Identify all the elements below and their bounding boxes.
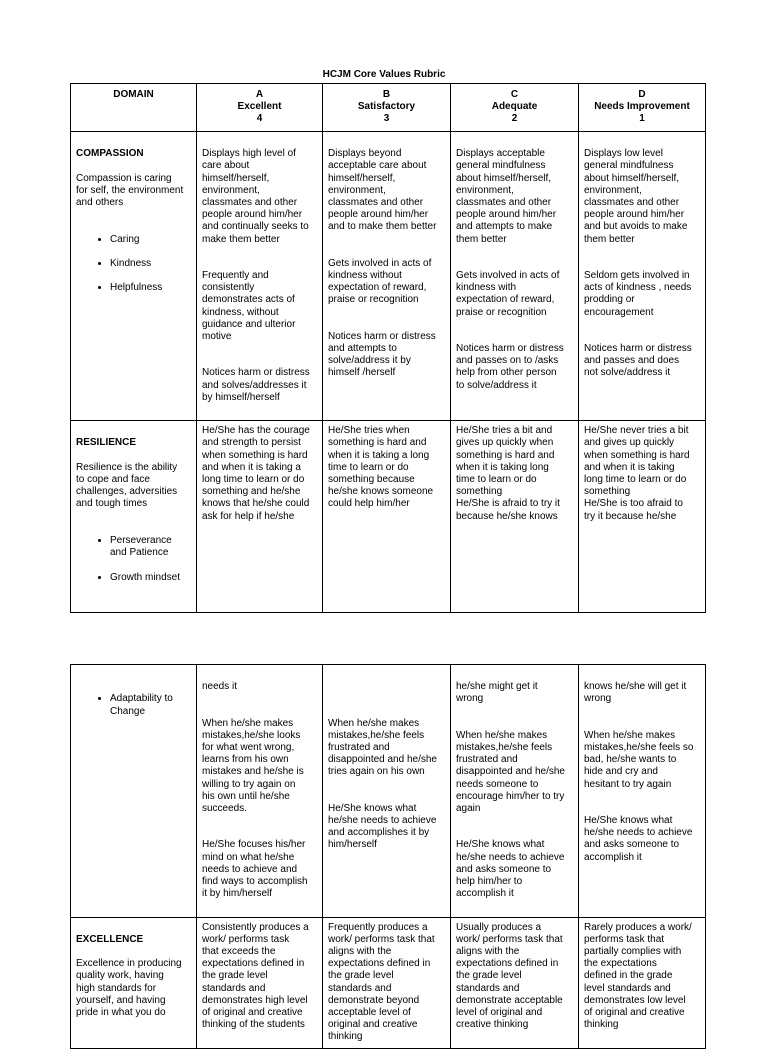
header-line: A <box>255 89 264 100</box>
header-line: Adequate <box>491 101 538 113</box>
domain-cell-excellence <box>71 917 197 1048</box>
rubric-table-page-2 <box>70 664 706 1049</box>
excellence-level-d <box>579 917 706 1048</box>
resilience-level-d <box>579 421 706 613</box>
domain-name: RESILIENCE <box>76 437 137 449</box>
descriptor-text: Gets involved in acts of kindness without expectation of reward, praise or recognition <box>328 257 432 306</box>
descriptor-text: Displays high level of care about himself/herself, environment, classmates and other people around him/her and continually seeks to make them better <box>202 148 309 245</box>
header-line: D <box>638 89 646 100</box>
descriptor-text: He/She knows what he/she needs to achieve and asks someone to accomplish it <box>584 815 693 863</box>
header-level-d <box>579 84 706 132</box>
domain-cell-resilience <box>71 421 197 613</box>
header-level-b <box>323 84 451 132</box>
row-compassion <box>71 132 706 421</box>
row-resilience <box>71 421 706 613</box>
resilience-level-b <box>323 421 451 613</box>
resilience-level-c <box>451 421 579 613</box>
domain-name: COMPASSION <box>76 148 144 160</box>
descriptor-text: When he/she makes mistakes,he/she looks for what went wrong, learns from his own mistakes and he/she is willing to try again on his own until he/she succeeds. <box>202 717 304 815</box>
domain-cell-resilience-continued <box>71 665 197 918</box>
row-excellence <box>71 917 706 1048</box>
descriptor-text: Rarely produces a work/ performs task that partially complies with the expectations defined in the grade level standards and demonstrates low level of original and creative thinking <box>584 921 692 1031</box>
descriptor-text: He/She never tries a bit and gives up quickly when something is hard and when it is taking long time to learn or do something He/She is too afraid to try it because he/she <box>584 425 690 522</box>
header-line: 3 <box>383 113 390 125</box>
descriptor-text: He/She focuses his/her mind on what he/she needs to achieve and find ways to accomplish it by him/herself <box>202 839 308 900</box>
descriptor-text: When he/she makes mistakes,he/she feels so bad, he/she wants to hide and cry and hesitant to try again <box>584 729 694 790</box>
descriptor-text: When he/she makes mistakes,he/she feels frustrated and disappointed and he/she tries again on his own <box>328 717 437 778</box>
domain-bullet: • Caring <box>110 234 191 246</box>
descriptor-text: Displays low level general mindfulness about himself/herself, environment, classmates and other people around him/her and but avoids to make them better <box>584 148 688 245</box>
header-line: Excellent <box>237 101 282 113</box>
domain-description: Compassion is caring for self, the environment and others <box>76 172 184 209</box>
descriptor-text: Seldom gets involved in acts of kindness , needs prodding or encouragement <box>584 270 692 318</box>
compassion-level-a <box>197 132 323 421</box>
descriptor-text: needs it <box>202 681 238 693</box>
descriptor-text: Consistently produces a work/ performs task that exceeds the expectations defined in the grade level standards and demonstrates high level of original and creative thinking of the students <box>202 921 309 1031</box>
domain-bullet-list <box>76 523 191 596</box>
descriptor-text: Frequently and consistently demonstrates acts of kindness, without guidance and ulterior motive <box>202 270 296 343</box>
header-line: 4 <box>256 113 263 125</box>
descriptor-text: he/she might get it wrong <box>456 681 538 705</box>
header-row <box>71 84 706 132</box>
header-line: DOMAIN <box>113 89 154 100</box>
domain-bullet: • Helpfulness <box>110 282 191 294</box>
descriptor-text: He/She knows what he/she needs to achieve and asks someone to help him/her to accomplish it <box>456 839 565 900</box>
resilience-continued-level-d <box>579 665 706 918</box>
compassion-level-c <box>451 132 579 421</box>
domain-bullet: • Kindness <box>110 258 191 270</box>
descriptor-text: Displays beyond acceptable care about himself/herself, environment, classmates and other people around him/her and to make them better <box>328 148 437 233</box>
header-line: Needs Improvement <box>594 101 690 113</box>
domain-bullet-list <box>76 221 191 306</box>
resilience-continued-level-a <box>197 665 323 918</box>
excellence-level-a <box>197 917 323 1048</box>
descriptor-text: knows he/she will get it wrong <box>584 681 687 705</box>
excellence-level-c <box>451 917 579 1048</box>
descriptor-text: Displays acceptable general mindfulness about himself/herself, environment, classmates and other people around him/her and attempts to make them better <box>456 148 557 245</box>
domain-name: EXCELLENCE <box>76 933 144 945</box>
descriptor-text: Notices harm or distress and passes on to /asks help from other person to solve/address it <box>456 343 564 391</box>
descriptor-text: Notices harm or distress and passes and does not solve/address it <box>584 343 692 379</box>
compassion-level-d <box>579 132 706 421</box>
excellence-level-b <box>323 917 451 1048</box>
header-level-a <box>197 84 323 132</box>
header-line: 1 <box>639 113 645 125</box>
descriptor-text: He/She knows what he/she needs to achieve and accomplishes it by him/herself <box>328 802 437 851</box>
header-domain <box>71 84 197 132</box>
descriptor-text: When he/she makes mistakes,he/she feels frustrated and disappointed and he/she needs someone to encourage him/her to try again <box>456 729 565 815</box>
descriptor-text: Notices harm or distress and attempts to solve/address it by himself /herself <box>328 330 436 379</box>
descriptor-text <box>328 681 445 693</box>
descriptor-text: Notices harm or distress and solves/addresses it by himself/herself <box>202 367 310 403</box>
resilience-level-a <box>197 421 323 613</box>
descriptor-text: Frequently produces a work/ performs task that aligns with the expectations defined in the grade level standards and demonstrate beyond acceptable level of original and creative thinking <box>328 921 435 1043</box>
compassion-level-b <box>323 132 451 421</box>
page-title: HCJM Core Values Rubric <box>322 69 446 80</box>
domain-description: Resilience is the ability to cope and face challenges, adversities and tough times <box>76 461 178 510</box>
domain-bullet: • Perseverance and Patience <box>110 535 191 559</box>
header-line: B <box>382 89 391 100</box>
resilience-continued-level-b <box>323 665 451 918</box>
header-line: Satisfactory <box>357 101 416 113</box>
resilience-continued-level-c <box>451 665 579 918</box>
domain-bullet: • Adaptability to Change <box>110 693 191 717</box>
descriptor-text: He/She tries when something is hard and when it is taking a long time to learn or do something because he/she knows someone could help him/her <box>328 425 434 510</box>
domain-bullet: • Growth mindset <box>110 572 191 584</box>
header-level-c <box>451 84 579 132</box>
domain-cell-compassion <box>71 132 197 421</box>
rubric-table-page-1 <box>70 83 706 613</box>
descriptor-text: Usually produces a work/ performs task that aligns with the expectations defined in the grade level standards and demonstrate acceptable level of original and creative thinking <box>456 921 563 1031</box>
domain-description: Excellence in producing quality work, having high standards for yourself, and having pride in what you do <box>76 958 182 1019</box>
header-line: 2 <box>511 113 518 125</box>
descriptor-text: Gets involved in acts of kindness with expectation of reward, praise or recognition <box>456 270 560 318</box>
header-line: C <box>510 89 519 100</box>
descriptor-text: He/She has the courage and strength to persist when something is hard and when it is taking a long time to learn or do something and he/she knows that he/she could ask for help if he/she <box>202 425 310 522</box>
domain-bullet-list <box>76 681 191 730</box>
row-resilience-continued <box>71 665 706 918</box>
descriptor-text: He/She tries a bit and gives up quickly when something is hard and when it is taking long time to learn or do something He/She is afraid to try it because he/she knows <box>456 425 560 522</box>
